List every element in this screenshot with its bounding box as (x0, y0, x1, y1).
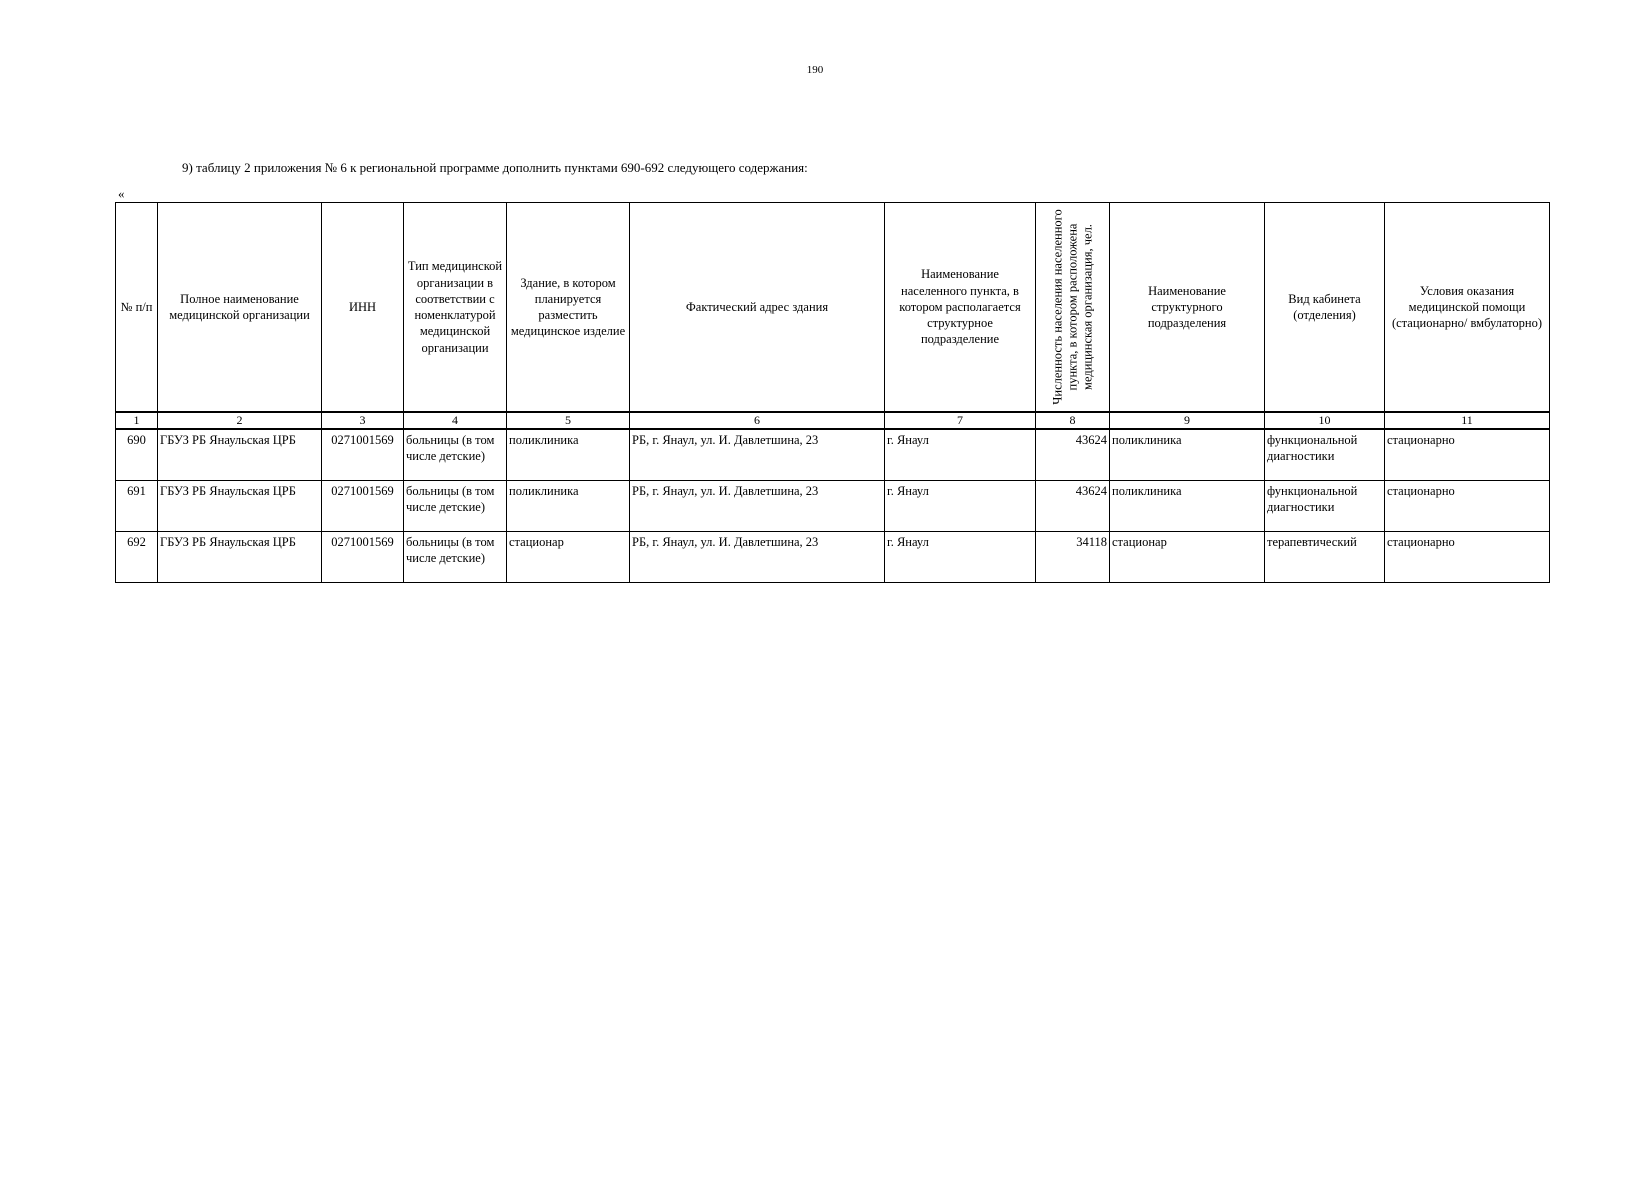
inn: 0271001569 (322, 481, 404, 532)
column-number-row (116, 412, 1550, 429)
cabinet-type: функциональной диагностики (1265, 481, 1385, 532)
row-number: 692 (116, 532, 158, 583)
settlement: г. Янаул (885, 532, 1036, 583)
subdivision: поликлиника (1110, 429, 1265, 481)
settlement: г. Янаул (885, 481, 1036, 532)
org-name: ГБУЗ РБ Янаульская ЦРБ (158, 429, 322, 481)
subdivision: поликлиника (1110, 481, 1265, 532)
column-number: 11 (1385, 412, 1550, 429)
row-number: 691 (116, 481, 158, 532)
building: поликлиника (507, 429, 630, 481)
building: стационар (507, 532, 630, 583)
column-number: 1 (116, 412, 158, 429)
header-cell: Здание, в котором планируется разместить медицинское изделие (507, 203, 630, 413)
table-row (116, 429, 1550, 481)
header-row (116, 203, 1550, 413)
column-number: 4 (404, 412, 507, 429)
inn: 0271001569 (322, 429, 404, 481)
column-number: 6 (630, 412, 885, 429)
population: 43624 (1036, 481, 1110, 532)
care-conditions: стационарно (1385, 481, 1550, 532)
open-quote: « (118, 186, 125, 201)
row-number: 690 (116, 429, 158, 481)
building: поликлиника (507, 481, 630, 532)
cabinet-type: функциональной диагностики (1265, 429, 1385, 481)
column-number: 2 (158, 412, 322, 429)
org-type: больницы (в том числе детские) (404, 481, 507, 532)
header-cell-vertical (1036, 203, 1110, 413)
settlement: г. Янаул (885, 429, 1036, 481)
inn: 0271001569 (322, 532, 404, 583)
header-cell: Наименование структурного подразделения (1110, 203, 1265, 413)
table-row (116, 532, 1550, 583)
table-row (116, 481, 1550, 532)
column-number: 10 (1265, 412, 1385, 429)
header-cell: Вид кабинета (отделения) (1265, 203, 1385, 413)
org-name: ГБУЗ РБ Янаульская ЦРБ (158, 532, 322, 583)
registry-table (115, 202, 1550, 583)
org-type: больницы (в том числе детские) (404, 429, 507, 481)
header-cell: Фактический адрес здания (630, 203, 885, 413)
org-name: ГБУЗ РБ Янаульская ЦРБ (158, 481, 322, 532)
care-conditions: стационарно (1385, 532, 1550, 583)
header-cell: Наименование населенного пункта, в котором располагается структурное подразделение (885, 203, 1036, 413)
population: 34118 (1036, 532, 1110, 583)
address: РБ, г. Янаул, ул. И. Давлетшина, 23 (630, 429, 885, 481)
address: РБ, г. Янаул, ул. И. Давлетшина, 23 (630, 481, 885, 532)
column-number: 9 (1110, 412, 1265, 429)
cabinet-type: терапевтический (1265, 532, 1385, 583)
header-cell: Полное наименование медицинской организации (158, 203, 322, 413)
address: РБ, г. Янаул, ул. И. Давлетшина, 23 (630, 532, 885, 583)
care-conditions: стационарно (1385, 429, 1550, 481)
column-number: 7 (885, 412, 1036, 429)
column-number: 3 (322, 412, 404, 429)
header-cell: ИНН (322, 203, 404, 413)
column-number: 5 (507, 412, 630, 429)
org-type: больницы (в том числе детские) (404, 532, 507, 583)
page-number: 190 (806, 64, 824, 76)
population: 43624 (1036, 429, 1110, 481)
intro-text: 9) таблицу 2 приложения № 6 к региональной программе дополнить пунктами 690-692 следующего содержания: (182, 160, 808, 175)
subdivision: стационар (1110, 532, 1265, 583)
header-cell: Условия оказания медицинской помощи (стационарно/ вмбулаторно) (1385, 203, 1550, 413)
vertical-header-text: Численность населения населенного пункта, в котором расположена медицинская организация, чел. (1050, 209, 1094, 405)
header-cell: № п/п (116, 203, 158, 413)
column-number: 8 (1036, 412, 1110, 429)
header-cell: Тип медицинской организации в соответствии с номенклатурой медицинской организации (404, 203, 507, 413)
